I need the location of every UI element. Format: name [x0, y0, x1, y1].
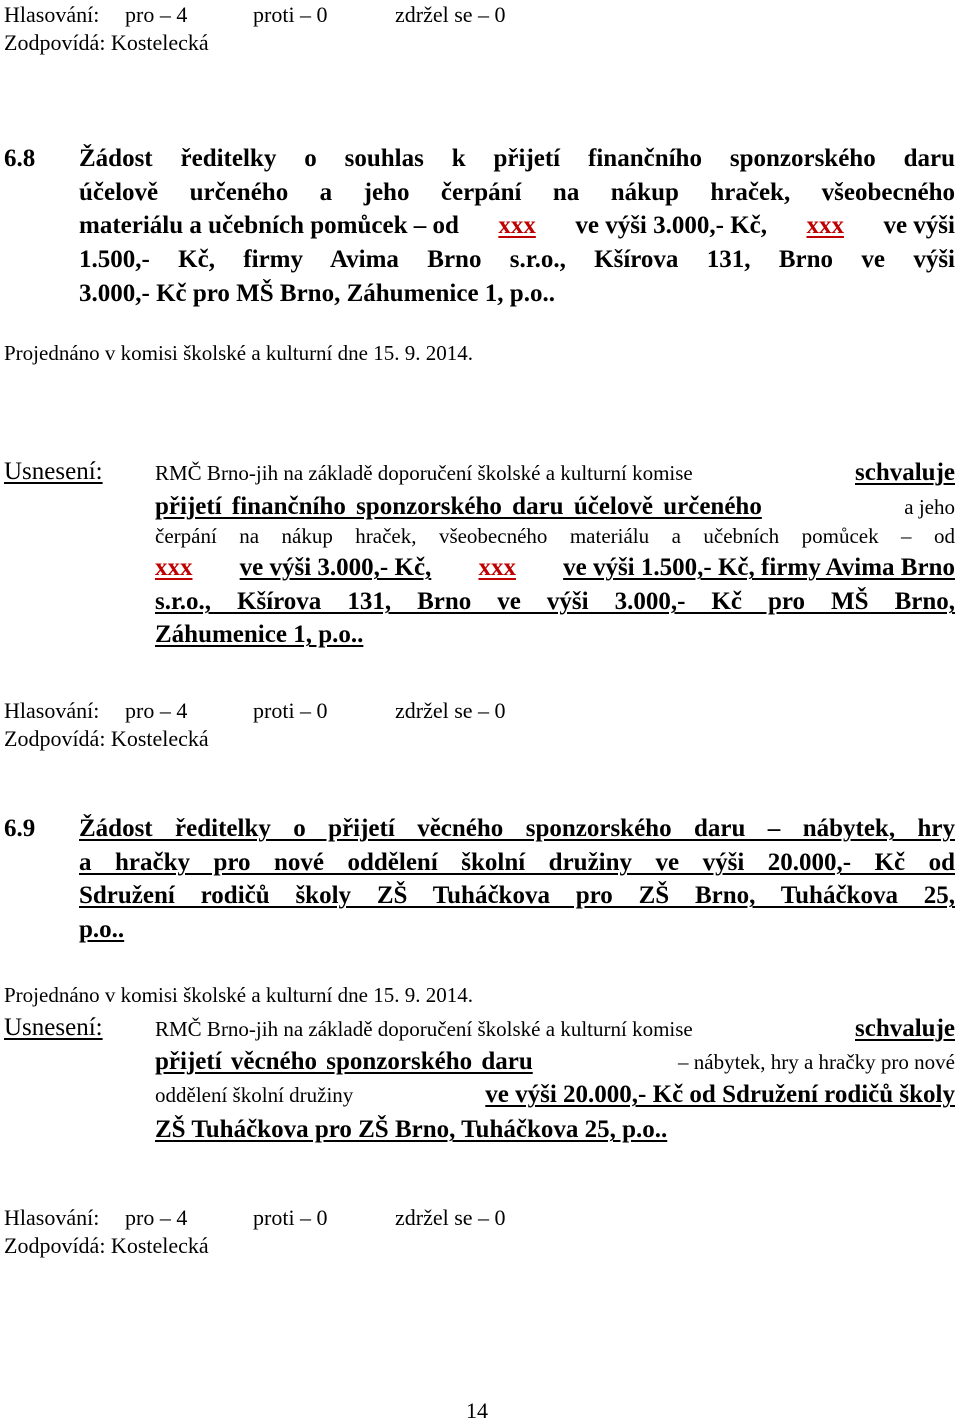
- item-title-line: [79, 213, 955, 238]
- resolution-subject: přijetí věcného sponzorského daru: [155, 1048, 533, 1075]
- title-text: ve výši: [883, 212, 955, 239]
- resolution-label: Usnesení:: [4, 1014, 103, 1041]
- resolution-line: [155, 1082, 955, 1107]
- redacted-text: xxx: [806, 212, 844, 239]
- resolution-line: [155, 1049, 955, 1074]
- resolution-line: s.r.o., Kšírova 131, Brno ve výši 3.000,- Kč pro MŠ Brno,: [155, 588, 955, 615]
- vote-label: Hlasování:: [4, 2, 100, 27]
- resolution-line: [155, 460, 955, 485]
- resolution-text: a jeho: [904, 495, 955, 519]
- resolution-text: ve výši 20.000,- Kč od Sdružení rodičů školy: [485, 1081, 955, 1108]
- vote-for: pro – 4: [125, 2, 188, 27]
- item-title-line: a hračky pro nové oddělení školní družiny ve výši 20.000,- Kč od: [79, 849, 955, 876]
- resolution-line: Záhumenice 1, p.o..: [155, 621, 364, 648]
- vote-abstain: zdržel se – 0: [395, 1205, 506, 1230]
- resolution-line: [155, 555, 955, 580]
- resolution-text: RMČ Brno-jih na základě doporučení školské a kulturní komise: [155, 461, 693, 485]
- vote-against: proti – 0: [253, 2, 328, 27]
- resolution-verb: schvaluje: [855, 459, 955, 486]
- item-title-line: účelově určeného a jeho čerpání na nákup hraček, všeobecného: [79, 179, 955, 206]
- vote-line: [4, 1205, 506, 1230]
- item-title-line: 3.000,- Kč pro MŠ Brno, Záhumenice 1, p.o..: [79, 280, 555, 307]
- redacted-text: xxx: [155, 554, 193, 581]
- resolution-label: Usnesení:: [4, 458, 103, 485]
- resolution-line: [155, 494, 955, 519]
- vote-abstain: zdržel se – 0: [395, 698, 506, 723]
- resolution-verb: schvaluje: [855, 1015, 955, 1042]
- resolution-text: RMČ Brno-jih na základě doporučení školské a kulturní komise: [155, 1017, 693, 1041]
- resolution-text: ve výši 1.500,- Kč, firmy Avima Brno: [563, 554, 955, 581]
- item-title-line: Žádost ředitelky o přijetí věcného sponzorského daru – nábytek, hry: [79, 815, 955, 842]
- title-text: materiálu a učebních pomůcek – od: [79, 212, 459, 239]
- page-number: 14: [466, 1398, 488, 1423]
- redacted-text: xxx: [498, 212, 536, 239]
- item-number: 6.8: [4, 145, 36, 172]
- resolution-text: oddělení školní družiny: [155, 1083, 354, 1107]
- discussed-note: Projednáno v komisi školské a kulturní dne 15. 9. 2014.: [4, 983, 473, 1007]
- item-title-line: Sdružení rodičů školy ZŠ Tuháčkova pro ZŠ Brno, Tuháčkova 25,: [79, 882, 955, 909]
- vote-line: [4, 2, 506, 27]
- resolution-line: čerpání na nákup hraček, všeobecného materiálu a učebních pomůcek – od: [155, 524, 955, 548]
- vote-label: Hlasování:: [4, 698, 100, 723]
- vote-for: pro – 4: [125, 1205, 188, 1230]
- item-title-line: Žádost ředitelky o souhlas k přijetí finančního sponzorského daru: [79, 145, 955, 172]
- vote-against: proti – 0: [253, 698, 328, 723]
- item-title-line: 1.500,- Kč, firmy Avima Brno s.r.o., Kšírova 131, Brno ve výši: [79, 246, 955, 273]
- vote-for: pro – 4: [125, 698, 188, 723]
- responsible-person: Zodpovídá: Kostelecká: [4, 1233, 209, 1258]
- vote-against: proti – 0: [253, 1205, 328, 1230]
- responsible-person: Zodpovídá: Kostelecká: [4, 726, 209, 751]
- resolution-subject: přijetí finančního sponzorského daru účelově určeného: [155, 493, 762, 520]
- discussed-note: Projednáno v komisi školské a kulturní dne 15. 9. 2014.: [4, 341, 473, 365]
- item-title-line: p.o..: [79, 916, 125, 943]
- resolution-line: ZŠ Tuháčkova pro ZŠ Brno, Tuháčkova 25, p.o..: [155, 1116, 668, 1143]
- redacted-text: xxx: [478, 554, 516, 581]
- title-text: ve výši 3.000,- Kč,: [575, 212, 767, 239]
- vote-abstain: zdržel se – 0: [395, 2, 506, 27]
- resolution-line: [155, 1016, 955, 1041]
- resolution-text: – nábytek, hry a hračky pro nové: [678, 1050, 955, 1074]
- vote-line: [4, 698, 506, 723]
- responsible-person: Zodpovídá: Kostelecká: [4, 30, 209, 55]
- resolution-text: ve výši 3.000,- Kč,: [239, 554, 432, 581]
- item-number: 6.9: [4, 815, 36, 842]
- vote-label: Hlasování:: [4, 1205, 100, 1230]
